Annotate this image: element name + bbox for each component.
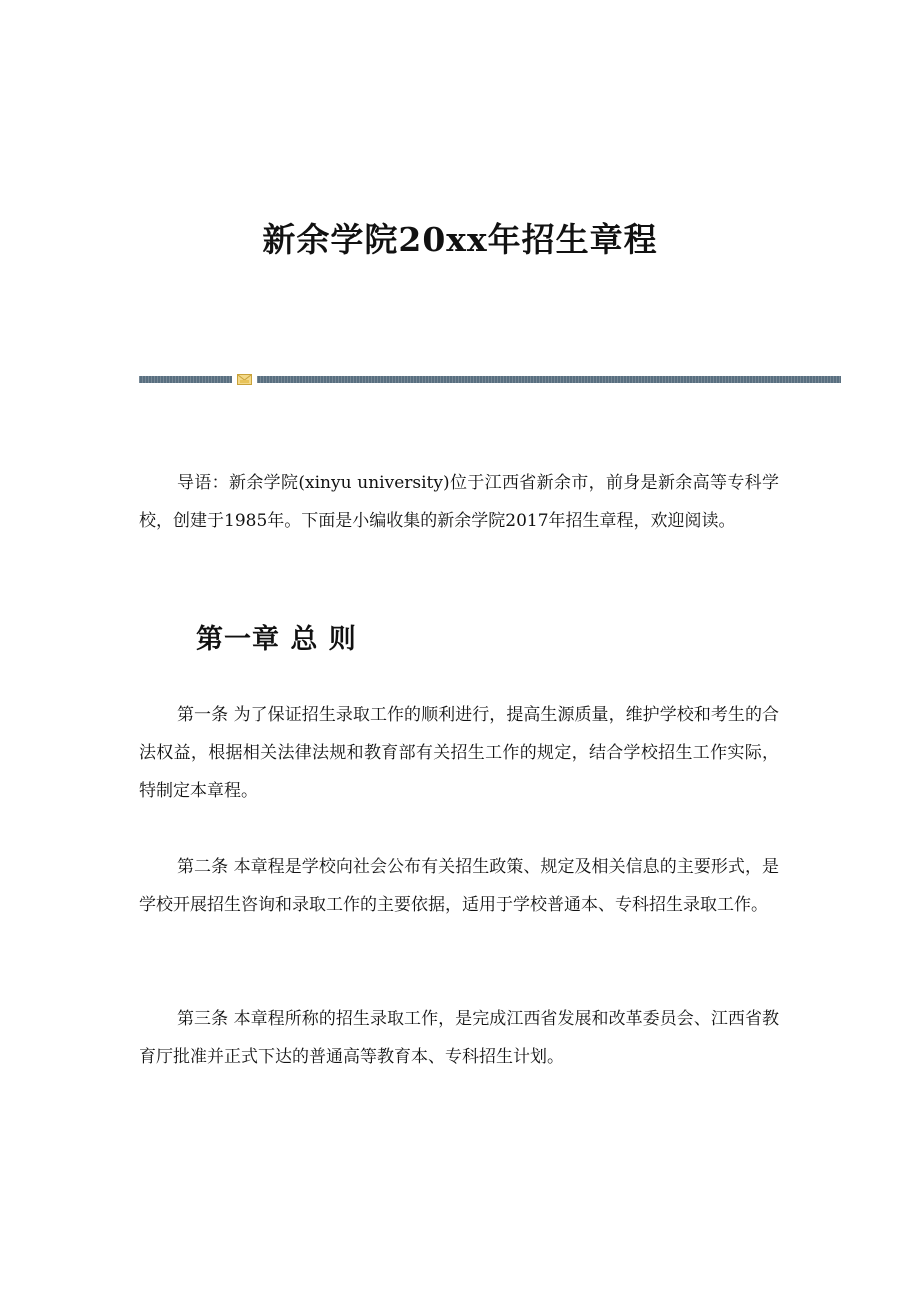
chapter-heading: 第一章 总 则: [196, 624, 357, 655]
title-divider: [139, 374, 841, 384]
divider-bar-left: [139, 376, 232, 383]
article-paragraph: 第三条 本章程所称的招生录取工作，是完成江西省发展和改革委员会、江西省教育厅批准并正式下达的普通高等教育本、专科招生计划。: [139, 1009, 779, 1067]
article-paragraph: 第二条 本章程是学校向社会公布有关招生政策、规定及相关信息的主要形式，是学校开展招生咨询和录取工作的主要依据，适用于学校普通本、专科招生录取工作。: [139, 857, 779, 915]
divider-bar-right: [257, 376, 841, 383]
intro-paragraph: 导语：新余学院(xinyu university)位于江西省新余市，前身是新余高等专科学校，创建于1985年。下面是小编收集的新余学院2017年招生章程，欢迎阅读。: [139, 473, 779, 531]
ornament-icon: [237, 374, 252, 385]
document-title: 新余学院20xx年招生章程: [262, 220, 658, 259]
article-paragraph: 第一条 为了保证招生录取工作的顺利进行，提高生源质量，维护学校和考生的合法权益，根据相关法律法规和教育部有关招生工作的规定，结合学校招生工作实际，特制定本章程。: [139, 705, 779, 801]
